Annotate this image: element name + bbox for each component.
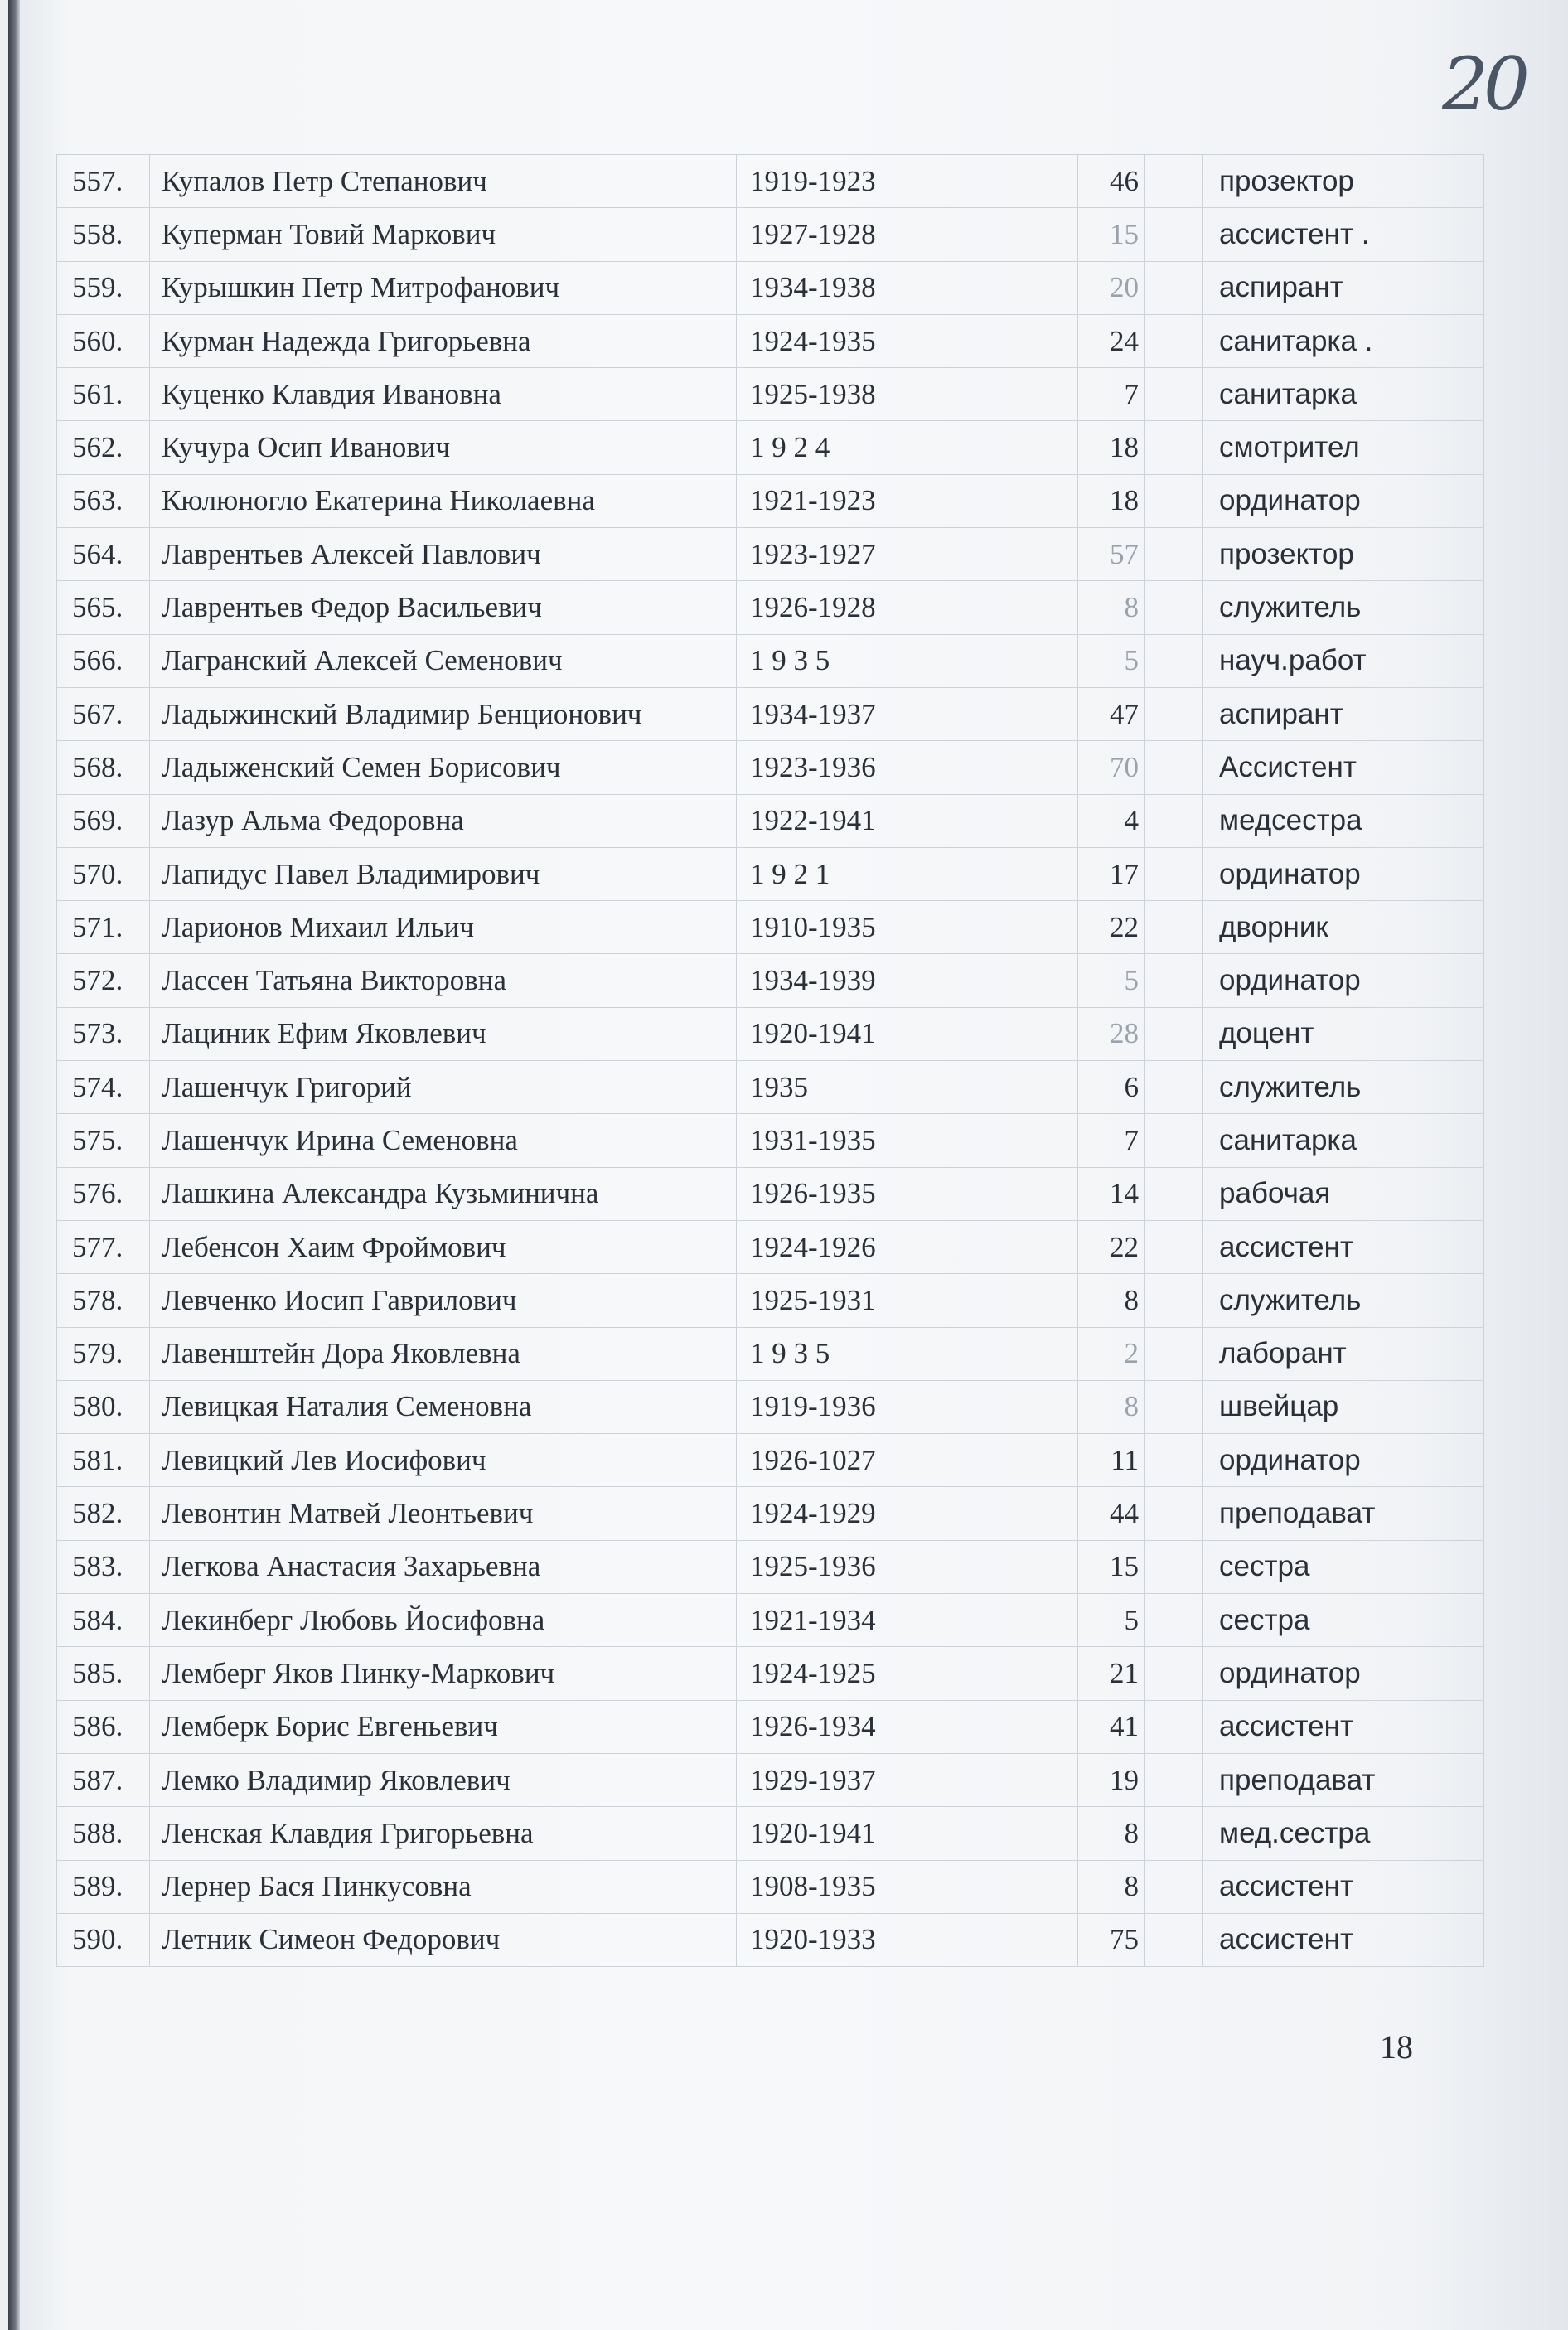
job-position: преподават bbox=[1203, 1487, 1484, 1540]
job-position: ассистент bbox=[1203, 1913, 1484, 1966]
employee-name: Лемберг Яков Пинку-Маркович bbox=[150, 1647, 737, 1700]
row-number: 582. bbox=[57, 1487, 150, 1540]
row-number: 567. bbox=[57, 687, 150, 740]
empty-cell bbox=[1145, 1007, 1203, 1060]
employment-years: 1927-1928 bbox=[737, 208, 1078, 261]
empty-cell bbox=[1145, 474, 1203, 527]
empty-cell bbox=[1145, 314, 1203, 367]
empty-cell bbox=[1145, 634, 1203, 687]
job-position: науч.работ bbox=[1203, 634, 1484, 687]
row-number: 571. bbox=[57, 901, 150, 954]
job-position: ассистент bbox=[1203, 1220, 1484, 1273]
empty-cell bbox=[1145, 1327, 1203, 1380]
table-row bbox=[57, 901, 1484, 954]
employment-years: 1 9 2 4 bbox=[737, 421, 1078, 474]
empty-cell bbox=[1145, 261, 1203, 314]
employment-years: 1921-1934 bbox=[737, 1594, 1078, 1647]
job-position: сестра bbox=[1203, 1540, 1484, 1593]
row-number: 581. bbox=[57, 1434, 150, 1487]
employee-name: Легкова Анастасия Захарьевна bbox=[150, 1540, 737, 1593]
record-count: 21 bbox=[1078, 1647, 1145, 1700]
employment-years: 1934-1937 bbox=[737, 687, 1078, 740]
empty-cell bbox=[1145, 1167, 1203, 1220]
record-count: 70 bbox=[1078, 741, 1145, 794]
job-position: ординатор bbox=[1203, 474, 1484, 527]
employee-name: Ленская Клавдия Григорьевна bbox=[150, 1807, 737, 1860]
record-count: 75 bbox=[1078, 1913, 1145, 1966]
job-position: рабочая bbox=[1203, 1167, 1484, 1220]
record-count: 18 bbox=[1078, 474, 1145, 527]
job-position: медсестра bbox=[1203, 794, 1484, 847]
row-number: 587. bbox=[57, 1753, 150, 1806]
record-count: 14 bbox=[1078, 1167, 1145, 1220]
job-position: мед.сестра bbox=[1203, 1807, 1484, 1860]
page-binding-edge bbox=[8, 0, 20, 2330]
record-count: 20 bbox=[1078, 261, 1145, 314]
empty-cell bbox=[1145, 1913, 1203, 1966]
employee-name: Лациник Ефим Яковлевич bbox=[150, 1007, 737, 1060]
employment-years: 1924-1935 bbox=[737, 314, 1078, 367]
row-number: 578. bbox=[57, 1274, 150, 1327]
record-count: 47 bbox=[1078, 687, 1145, 740]
empty-cell bbox=[1145, 1753, 1203, 1806]
employee-name: Лашкина Александра Кузьминична bbox=[150, 1167, 737, 1220]
record-count: 41 bbox=[1078, 1700, 1145, 1753]
table-row bbox=[57, 1594, 1484, 1647]
job-position: швейцар bbox=[1203, 1380, 1484, 1433]
empty-cell bbox=[1145, 581, 1203, 634]
empty-cell bbox=[1145, 1061, 1203, 1114]
job-position: Ассистент bbox=[1203, 741, 1484, 794]
record-count: 4 bbox=[1078, 794, 1145, 847]
empty-cell bbox=[1145, 368, 1203, 421]
row-number: 560. bbox=[57, 314, 150, 367]
row-number: 572. bbox=[57, 954, 150, 1007]
record-count: 5 bbox=[1078, 1594, 1145, 1647]
job-position: санитарка bbox=[1203, 368, 1484, 421]
row-number: 570. bbox=[57, 847, 150, 900]
employment-years: 1908-1935 bbox=[737, 1860, 1078, 1913]
row-number: 561. bbox=[57, 368, 150, 421]
table-row bbox=[57, 155, 1484, 208]
table-row bbox=[57, 528, 1484, 581]
table-row bbox=[57, 261, 1484, 314]
employee-name: Лашенчук Ирина Семеновна bbox=[150, 1114, 737, 1167]
empty-cell bbox=[1145, 1700, 1203, 1753]
empty-cell bbox=[1145, 1860, 1203, 1913]
employment-years: 1934-1939 bbox=[737, 954, 1078, 1007]
table-row bbox=[57, 581, 1484, 634]
record-count: 8 bbox=[1078, 1860, 1145, 1913]
employee-name: Левченко Иосип Гаврилович bbox=[150, 1274, 737, 1327]
table-row bbox=[57, 1007, 1484, 1060]
employment-years: 1924-1926 bbox=[737, 1220, 1078, 1273]
employment-years: 1919-1936 bbox=[737, 1380, 1078, 1433]
employment-years: 1910-1935 bbox=[737, 901, 1078, 954]
page-number: 18 bbox=[1380, 2028, 1413, 2066]
record-count: 8 bbox=[1078, 581, 1145, 634]
table-row bbox=[57, 1540, 1484, 1593]
record-count: 19 bbox=[1078, 1753, 1145, 1806]
record-count: 7 bbox=[1078, 368, 1145, 421]
table-row bbox=[57, 794, 1484, 847]
employee-name: Лаврентьев Федор Васильевич bbox=[150, 581, 737, 634]
employment-years: 1 9 2 1 bbox=[737, 847, 1078, 900]
employment-years: 1921-1923 bbox=[737, 474, 1078, 527]
employment-years: 1934-1938 bbox=[737, 261, 1078, 314]
employee-name: Лазур Альма Федоровна bbox=[150, 794, 737, 847]
row-number: 588. bbox=[57, 1807, 150, 1860]
employee-name: Ларионов Михаил Ильич bbox=[150, 901, 737, 954]
handwritten-folio-number: 20 bbox=[1442, 41, 1525, 127]
employment-years: 1 9 3 5 bbox=[737, 1327, 1078, 1380]
employment-years: 1926-1935 bbox=[737, 1167, 1078, 1220]
employee-name: Ладыжинский Владимир Бенционович bbox=[150, 687, 737, 740]
row-number: 590. bbox=[57, 1913, 150, 1966]
employment-years: 1931-1935 bbox=[737, 1114, 1078, 1167]
table-row bbox=[57, 421, 1484, 474]
row-number: 577. bbox=[57, 1220, 150, 1273]
employee-name: Лавенштейн Дора Яковлевна bbox=[150, 1327, 737, 1380]
employee-name: Летник Симеон Федорович bbox=[150, 1913, 737, 1966]
empty-cell bbox=[1145, 1434, 1203, 1487]
job-position: преподават bbox=[1203, 1753, 1484, 1806]
job-position: аспирант bbox=[1203, 687, 1484, 740]
row-number: 563. bbox=[57, 474, 150, 527]
employee-name: Левицкий Лев Иосифович bbox=[150, 1434, 737, 1487]
employee-name: Курышкин Петр Митрофанович bbox=[150, 261, 737, 314]
row-number: 589. bbox=[57, 1860, 150, 1913]
employee-name: Лассен Татьяна Викторовна bbox=[150, 954, 737, 1007]
employee-name: Куценко Клавдия Ивановна bbox=[150, 368, 737, 421]
row-number: 584. bbox=[57, 1594, 150, 1647]
table-row bbox=[57, 1327, 1484, 1380]
table-row bbox=[57, 368, 1484, 421]
table-row bbox=[57, 1114, 1484, 1167]
job-position: ассистент bbox=[1203, 1860, 1484, 1913]
document-page bbox=[8, 0, 1568, 2330]
row-number: 565. bbox=[57, 581, 150, 634]
table-row bbox=[57, 1434, 1484, 1487]
job-position: санитарка . bbox=[1203, 314, 1484, 367]
record-count: 22 bbox=[1078, 1220, 1145, 1273]
empty-cell bbox=[1145, 687, 1203, 740]
table-row bbox=[57, 1380, 1484, 1433]
record-count: 17 bbox=[1078, 847, 1145, 900]
employment-years: 1923-1936 bbox=[737, 741, 1078, 794]
employee-name: Лагранский Алексей Семенович bbox=[150, 634, 737, 687]
employment-years: 1920-1941 bbox=[737, 1007, 1078, 1060]
row-number: 569. bbox=[57, 794, 150, 847]
empty-cell bbox=[1145, 1807, 1203, 1860]
employment-years: 1920-1933 bbox=[737, 1913, 1078, 1966]
employment-years: 1925-1938 bbox=[737, 368, 1078, 421]
table-row bbox=[57, 1487, 1484, 1540]
employee-name: Купалов Петр Степанович bbox=[150, 155, 737, 208]
table-row bbox=[57, 1061, 1484, 1114]
empty-cell bbox=[1145, 1220, 1203, 1273]
row-number: 557. bbox=[57, 155, 150, 208]
empty-cell bbox=[1145, 1594, 1203, 1647]
row-number: 583. bbox=[57, 1540, 150, 1593]
row-number: 585. bbox=[57, 1647, 150, 1700]
table-row bbox=[57, 1807, 1484, 1860]
employee-name: Куперман Товий Маркович bbox=[150, 208, 737, 261]
empty-cell bbox=[1145, 847, 1203, 900]
table-row bbox=[57, 1647, 1484, 1700]
table-row bbox=[57, 314, 1484, 367]
job-position: ассистент . bbox=[1203, 208, 1484, 261]
employment-years: 1926-1027 bbox=[737, 1434, 1078, 1487]
employment-years: 1924-1929 bbox=[737, 1487, 1078, 1540]
table-row bbox=[57, 847, 1484, 900]
job-position: лаборант bbox=[1203, 1327, 1484, 1380]
record-count: 18 bbox=[1078, 421, 1145, 474]
employment-years: 1919-1923 bbox=[737, 155, 1078, 208]
empty-cell bbox=[1145, 1647, 1203, 1700]
job-position: дворник bbox=[1203, 901, 1484, 954]
employment-years: 1926-1934 bbox=[737, 1700, 1078, 1753]
row-number: 573. bbox=[57, 1007, 150, 1060]
table-row bbox=[57, 1753, 1484, 1806]
record-count: 8 bbox=[1078, 1274, 1145, 1327]
empty-cell bbox=[1145, 741, 1203, 794]
employee-name: Ладыженский Семен Борисович bbox=[150, 741, 737, 794]
empty-cell bbox=[1145, 901, 1203, 954]
empty-cell bbox=[1145, 208, 1203, 261]
record-count: 24 bbox=[1078, 314, 1145, 367]
empty-cell bbox=[1145, 1380, 1203, 1433]
table-row bbox=[57, 1274, 1484, 1327]
employment-years: 1926-1928 bbox=[737, 581, 1078, 634]
job-position: прозектор bbox=[1203, 528, 1484, 581]
job-position: прозектор bbox=[1203, 155, 1484, 208]
roster-table-body bbox=[57, 155, 1484, 1967]
employment-years: 1925-1931 bbox=[737, 1274, 1078, 1327]
employee-name: Лебенсон Хаим Фроймович bbox=[150, 1220, 737, 1273]
employee-name: Лекинберг Любовь Йосифовна bbox=[150, 1594, 737, 1647]
record-count: 11 bbox=[1078, 1434, 1145, 1487]
record-count: 5 bbox=[1078, 634, 1145, 687]
table-row bbox=[57, 208, 1484, 261]
record-count: 5 bbox=[1078, 954, 1145, 1007]
employee-name: Лапидус Павел Владимирович bbox=[150, 847, 737, 900]
table-row bbox=[57, 741, 1484, 794]
employee-name: Левицкая Наталия Семеновна bbox=[150, 1380, 737, 1433]
record-count: 57 bbox=[1078, 528, 1145, 581]
job-position: ординатор bbox=[1203, 1647, 1484, 1700]
table-row bbox=[57, 954, 1484, 1007]
employment-years: 1922-1941 bbox=[737, 794, 1078, 847]
job-position: доцент bbox=[1203, 1007, 1484, 1060]
empty-cell bbox=[1145, 421, 1203, 474]
employment-years: 1920-1941 bbox=[737, 1807, 1078, 1860]
employment-years: 1929-1937 bbox=[737, 1753, 1078, 1806]
empty-cell bbox=[1145, 954, 1203, 1007]
job-position: ассистент bbox=[1203, 1700, 1484, 1753]
row-number: 574. bbox=[57, 1061, 150, 1114]
employee-name: Левонтин Матвей Леонтьевич bbox=[150, 1487, 737, 1540]
employee-name: Лаврентьев Алексей Павлович bbox=[150, 528, 737, 581]
table-row bbox=[57, 1220, 1484, 1273]
employee-name: Кюлюногло Екатерина Николаевна bbox=[150, 474, 737, 527]
record-count: 6 bbox=[1078, 1061, 1145, 1114]
employment-years: 1924-1925 bbox=[737, 1647, 1078, 1700]
job-position: ординатор bbox=[1203, 954, 1484, 1007]
record-count: 2 bbox=[1078, 1327, 1145, 1380]
row-number: 576. bbox=[57, 1167, 150, 1220]
employment-years: 1935 bbox=[737, 1061, 1078, 1114]
empty-cell bbox=[1145, 1487, 1203, 1540]
record-count: 46 bbox=[1078, 155, 1145, 208]
row-number: 564. bbox=[57, 528, 150, 581]
row-number: 562. bbox=[57, 421, 150, 474]
staff-roster-table bbox=[56, 154, 1484, 1967]
job-position: сестра bbox=[1203, 1594, 1484, 1647]
employee-name: Курман Надежда Григорьевна bbox=[150, 314, 737, 367]
job-position: служитель bbox=[1203, 581, 1484, 634]
record-count: 28 bbox=[1078, 1007, 1145, 1060]
table-row bbox=[57, 1860, 1484, 1913]
table-row bbox=[57, 1913, 1484, 1966]
table-row bbox=[57, 474, 1484, 527]
empty-cell bbox=[1145, 155, 1203, 208]
row-number: 566. bbox=[57, 634, 150, 687]
employee-name: Кучура Осип Иванович bbox=[150, 421, 737, 474]
row-number: 586. bbox=[57, 1700, 150, 1753]
record-count: 8 bbox=[1078, 1807, 1145, 1860]
table-row bbox=[57, 634, 1484, 687]
employee-name: Лашенчук Григорий bbox=[150, 1061, 737, 1114]
employment-years: 1923-1927 bbox=[737, 528, 1078, 581]
empty-cell bbox=[1145, 794, 1203, 847]
record-count: 22 bbox=[1078, 901, 1145, 954]
row-number: 559. bbox=[57, 261, 150, 314]
job-position: смотрител bbox=[1203, 421, 1484, 474]
empty-cell bbox=[1145, 1540, 1203, 1593]
employment-years: 1925-1936 bbox=[737, 1540, 1078, 1593]
empty-cell bbox=[1145, 528, 1203, 581]
row-number: 558. bbox=[57, 208, 150, 261]
record-count: 44 bbox=[1078, 1487, 1145, 1540]
empty-cell bbox=[1145, 1274, 1203, 1327]
job-position: служитель bbox=[1203, 1274, 1484, 1327]
record-count: 15 bbox=[1078, 208, 1145, 261]
job-position: ординатор bbox=[1203, 1434, 1484, 1487]
row-number: 580. bbox=[57, 1380, 150, 1433]
employment-years: 1 9 3 5 bbox=[737, 634, 1078, 687]
employee-name: Лемберк Борис Евгеньевич bbox=[150, 1700, 737, 1753]
employee-name: Лемко Владимир Яковлевич bbox=[150, 1753, 737, 1806]
record-count: 7 bbox=[1078, 1114, 1145, 1167]
row-number: 568. bbox=[57, 741, 150, 794]
job-position: служитель bbox=[1203, 1061, 1484, 1114]
job-position: аспирант bbox=[1203, 261, 1484, 314]
empty-cell bbox=[1145, 1114, 1203, 1167]
record-count: 15 bbox=[1078, 1540, 1145, 1593]
row-number: 579. bbox=[57, 1327, 150, 1380]
table-row bbox=[57, 1700, 1484, 1753]
table-row bbox=[57, 1167, 1484, 1220]
table-row bbox=[57, 687, 1484, 740]
employee-name: Лернер Бася Пинкусовна bbox=[150, 1860, 737, 1913]
record-count: 8 bbox=[1078, 1380, 1145, 1433]
row-number: 575. bbox=[57, 1114, 150, 1167]
job-position: санитарка bbox=[1203, 1114, 1484, 1167]
job-position: ординатор bbox=[1203, 847, 1484, 900]
